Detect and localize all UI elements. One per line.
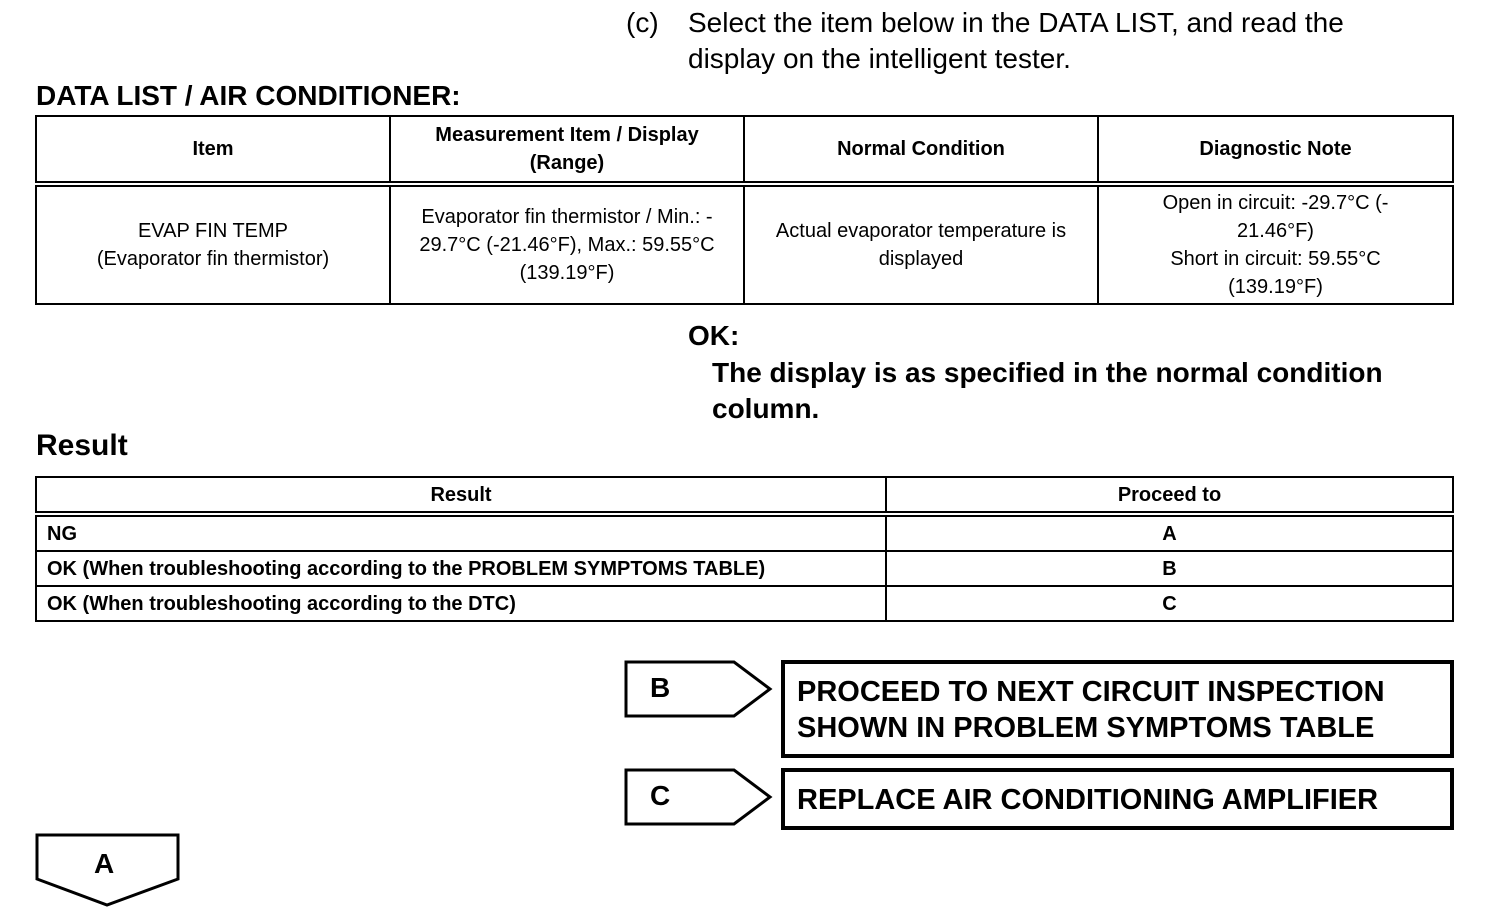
flow-c-arrow-shape (624, 768, 774, 826)
flow-b-letter: B (650, 672, 671, 703)
flow-a-letter: A (94, 848, 115, 879)
header-proceed: Proceed to (886, 477, 1453, 514)
measure-line-1: Evaporator fin thermistor / Min.: - (421, 206, 713, 228)
ok-line-1: The display is as specified in the normal condition (712, 357, 1383, 388)
data-list-table (35, 115, 1454, 305)
header-result: Result (36, 477, 886, 514)
flow-c-letter: C (650, 780, 671, 811)
instruction-line-1: Select the item below in the DATA LIST, and read the (688, 7, 1344, 38)
measure-line-3: (139.19°F) (519, 262, 615, 284)
result-cell: NG (36, 514, 886, 551)
flow-c-action-box (781, 768, 1454, 830)
data-list-row (36, 184, 1453, 304)
ok-line-2: column. (712, 393, 820, 424)
header-measurement-line-2: (Range) (529, 152, 605, 174)
flow-b-line-1: PROCEED TO NEXT CIRCUIT INSPECTION (797, 676, 1385, 708)
header-normal-condition: Normal Condition (744, 116, 1098, 184)
data-list-header-row (36, 116, 1453, 184)
header-measurement-line-1: Measurement Item / Display (435, 124, 699, 146)
flow-b-arrow-shape (624, 660, 774, 718)
normal-line-2: displayed (878, 248, 964, 270)
normal-line-1: Actual evaporator temperature is (775, 220, 1067, 242)
header-diagnostic-note: Diagnostic Note (1098, 116, 1453, 184)
flow-b-action-box (781, 660, 1454, 758)
proceed-cell: B (886, 551, 1453, 586)
result-header-row (36, 477, 1453, 514)
cell-item (36, 184, 390, 304)
flow-b-line-2: SHOWN IN PROBLEM SYMPTOMS TABLE (797, 712, 1375, 744)
instruction-line-2: display on the intelligent tester. (688, 43, 1071, 74)
proceed-cell: C (886, 586, 1453, 621)
proceed-cell: A (886, 514, 1453, 551)
note-line-1: Open in circuit: -29.7°C (- (1162, 192, 1389, 214)
result-title: Result (36, 429, 128, 462)
cell-normal-condition (744, 184, 1098, 304)
ok-text (712, 355, 1472, 427)
measure-line-2: 29.7°C (-21.46°F), Max.: 59.55°C (419, 234, 715, 256)
result-row (36, 551, 1453, 586)
cell-measurement (390, 184, 744, 304)
header-measurement (390, 116, 744, 184)
flow-c-text: REPLACE AIR CONDITIONING AMPLIFIER (797, 784, 1379, 816)
cell-diagnostic-note (1098, 184, 1453, 304)
data-list-title: DATA LIST / AIR CONDITIONER: (36, 80, 461, 111)
note-line-2: 21.46°F) (1237, 220, 1314, 242)
header-item: Item (36, 116, 390, 184)
result-row (36, 586, 1453, 621)
instruction-text (688, 5, 1468, 77)
result-row (36, 514, 1453, 551)
result-cell: OK (When troubleshooting according to the PROBLEM SYMPTOMS TABLE) (36, 551, 886, 586)
result-cell: OK (When troubleshooting according to the DTC) (36, 586, 886, 621)
item-line-1: EVAP FIN TEMP (137, 220, 289, 242)
result-table (35, 476, 1454, 622)
step-marker: (c) (626, 7, 659, 38)
note-line-3: Short in circuit: 59.55°C (1170, 248, 1381, 270)
ok-label: OK: (688, 320, 740, 351)
item-line-2: (Evaporator fin thermistor) (96, 248, 330, 270)
note-line-4: (139.19°F) (1228, 276, 1323, 298)
